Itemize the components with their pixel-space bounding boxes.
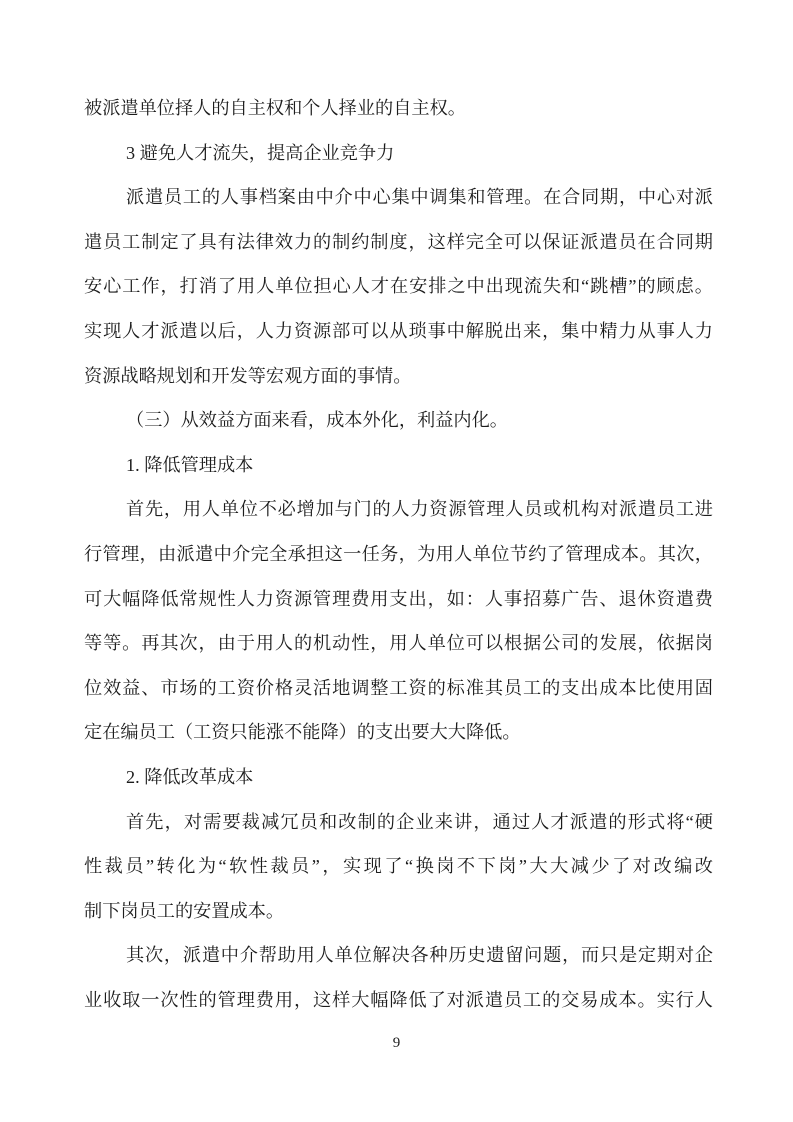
text-line: 被派遣单位择人的自主权和个人择业的自主权。 <box>84 98 466 118</box>
text-line: 等等。再其次，由于用人的机动性，用人单位可以根据公司的发展，依据岗 <box>84 633 713 654</box>
text-line: 首先，用人单位不必增加与门的人力资源管理人员或机构对派遣员工进 <box>126 499 713 520</box>
paragraph <box>84 443 713 488</box>
text-line: 安心工作，打消了用人单位担心人才在安排之中出现流失和“跳槽”的顾虑。 <box>84 276 713 297</box>
paragraph <box>84 933 713 1022</box>
paragraph <box>84 398 713 443</box>
text-line: （三）从效益方面来看，成本外化，利益内化。 <box>126 410 508 431</box>
text-line: 行管理，由派遣中介完全承担这一任务，为用人单位节约了管理成本。其次， <box>84 543 713 564</box>
text-line: 性裁员”转化为“软性裁员”，实现了“换岗不下岗”大大减少了对改编改 <box>84 856 713 877</box>
text-line: 业收取一次性的管理费用，这样大幅降低了对派遣员工的交易成本。实行人 <box>84 989 713 1010</box>
text-line: 派遣员工的人事档案由中介中心集中调集和管理。在合同期，中心对派 <box>126 187 713 208</box>
text-line: 其次，派遣中介帮助用人单位解决各种历史遗留问题，而只是定期对企 <box>126 945 713 966</box>
paragraph <box>84 86 713 131</box>
text-line: 定在编员工（工资只能涨不能降）的支出要大大降低。 <box>84 722 521 743</box>
text-line: 资源战略规划和开发等宏观方面的事情。 <box>84 365 412 386</box>
text-line: 实现人才派遣以后，人力资源部可以从琐事中解脱出来，集中精力从事人力 <box>84 320 713 341</box>
page-number: 9 <box>392 1035 401 1051</box>
paragraph <box>84 175 713 398</box>
text-line: 2. 降低改革成本 <box>126 766 254 787</box>
text-line: 1. 降低管理成本 <box>126 454 254 475</box>
text-line: 制下岗员工的安置成本。 <box>84 900 285 921</box>
text-line: 可大幅降低常规性人力资源管理费用支出，如：人事招募广告、退休资遣费 <box>84 588 713 609</box>
text-line: 位效益、市场的工资价格灵活地调整工资的标准其员工的支出成本比使用固 <box>84 677 713 698</box>
paragraph <box>84 800 713 934</box>
paragraph <box>84 131 713 176</box>
paragraph <box>84 487 713 755</box>
document-body <box>84 86 713 1022</box>
text-line: 首先，对需要裁减冗员和改制的企业来讲，通过人才派遣的形式将“硬 <box>126 811 713 832</box>
paragraph <box>84 755 713 800</box>
page-footer <box>0 1030 793 1056</box>
text-line: 遣员工制定了具有法律效力的制约制度，这样完全可以保证派遣员在合同期 <box>84 231 713 252</box>
text-line: 3 避免人才流失，提高企业竞争力 <box>126 142 395 163</box>
